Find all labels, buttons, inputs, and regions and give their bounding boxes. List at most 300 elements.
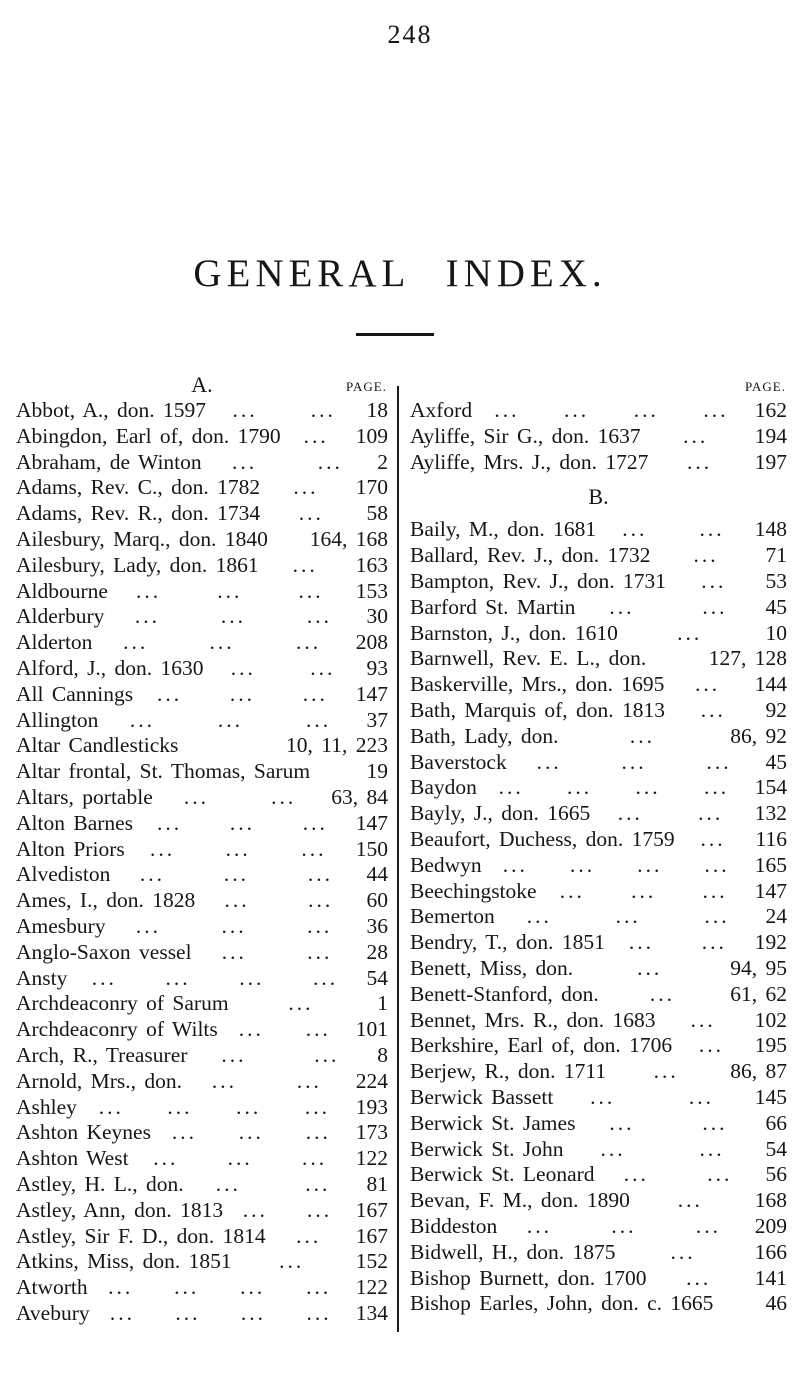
dot-leader: ... xyxy=(134,604,160,629)
entry-label: Aldbourne xyxy=(16,578,108,603)
entry-label: Altar Candlesticks xyxy=(16,733,179,758)
dot-leader: ... xyxy=(165,965,191,990)
dot-leader: ... xyxy=(703,775,730,800)
index-column-right xyxy=(410,372,787,1317)
entry-page: 54 xyxy=(765,1136,788,1161)
entry-page: 154 xyxy=(754,775,788,800)
page-column-header: PAGE. xyxy=(744,379,786,394)
dot-leader: ... xyxy=(149,836,176,861)
index-entry xyxy=(16,1198,388,1224)
dot-leader: ... xyxy=(217,707,244,732)
entry-page: 167 xyxy=(355,1197,389,1222)
dot-leader: ... xyxy=(298,501,324,526)
index-entry xyxy=(410,543,787,569)
entry-page: 37 xyxy=(366,707,389,732)
index-entry xyxy=(16,1017,388,1043)
index-entry xyxy=(410,1059,787,1085)
dot-leader: ... xyxy=(301,836,327,861)
index-entry xyxy=(16,475,388,501)
entry-label: Berkshire, Earl of, don. 1706 xyxy=(410,1033,673,1058)
dot-leader: ... xyxy=(683,423,709,448)
entry-label: Beaufort, Duchess, don. 1759 xyxy=(410,826,675,851)
dot-leader: ... xyxy=(91,965,117,990)
dot-leader: ... xyxy=(570,852,596,877)
entry-label: Berjew, R., don. 1711 xyxy=(410,1059,607,1084)
dot-leader: ... xyxy=(615,904,641,929)
dot-leader: ... xyxy=(502,852,528,877)
index-entry xyxy=(16,1301,388,1327)
entry-page: 163 xyxy=(355,552,388,577)
entry-label: Archdeaconry of Wilts xyxy=(16,1017,218,1042)
entry-label: Ashton West xyxy=(16,1146,129,1171)
entry-page: 224 xyxy=(355,1068,388,1093)
dot-leader: ... xyxy=(635,775,661,800)
entry-label: Atkins, Miss, don. 1851 xyxy=(16,1249,232,1274)
dot-leader: ... xyxy=(171,1120,197,1145)
entry-page: 134 xyxy=(355,1300,389,1325)
entry-page: 109 xyxy=(355,423,388,448)
entry-page: 132 xyxy=(754,801,788,826)
entry-page: 166 xyxy=(754,1239,787,1264)
entry-label: Amesbury xyxy=(16,913,106,938)
entry-page: 8 xyxy=(377,1042,389,1067)
entry-page: 92 xyxy=(765,697,787,722)
index-entry xyxy=(16,708,388,734)
entry-label: Bishop Burnett, don. 1700 xyxy=(410,1265,647,1290)
dot-leader: ... xyxy=(221,1042,247,1067)
dot-leader: ... xyxy=(232,398,258,422)
dot-leader: ... xyxy=(590,1084,616,1109)
entry-label: Benett, Miss, don. xyxy=(410,955,574,980)
index-entry xyxy=(16,1120,388,1146)
column-header-left xyxy=(16,372,388,398)
entry-label: Bayly, J., don. 1665 xyxy=(410,801,591,826)
entry-page: 44 xyxy=(366,862,388,887)
dot-leader: ... xyxy=(174,1275,200,1300)
section-letter: A. xyxy=(191,372,213,397)
dot-leader: ... xyxy=(600,1136,626,1161)
dot-leader: ... xyxy=(156,681,183,706)
dot-leader: ... xyxy=(313,965,339,990)
entry-page: 46 xyxy=(765,1291,787,1316)
entry-page: 10, 11, 223 xyxy=(286,733,388,758)
dot-leader: ... xyxy=(215,1171,241,1196)
section-letter: B. xyxy=(588,484,609,510)
index-entry xyxy=(16,579,388,605)
dot-leader: ... xyxy=(629,723,655,748)
entry-page: 192 xyxy=(754,930,788,955)
dot-leader: ... xyxy=(295,630,322,655)
entry-label: Axford xyxy=(410,398,473,422)
entry-page: 18 xyxy=(366,398,388,422)
dot-leader: ... xyxy=(631,878,657,903)
dot-leader: ... xyxy=(649,981,676,1006)
index-entry xyxy=(16,811,388,837)
dot-leader: ... xyxy=(703,398,729,422)
dot-leader: ... xyxy=(271,784,297,809)
index-entry xyxy=(410,424,787,450)
dot-leader: ... xyxy=(167,1094,193,1119)
column-header-right xyxy=(410,372,787,398)
index-entry xyxy=(410,1137,787,1163)
entry-label: Altar frontal, St. Thomas, Sarum xyxy=(16,759,311,784)
index-entry xyxy=(16,1249,388,1275)
dot-leader: ... xyxy=(293,475,319,500)
dot-leader: ... xyxy=(305,1017,331,1042)
entry-page: 1 xyxy=(377,991,388,1016)
entry-page: 145 xyxy=(754,1084,788,1109)
index-entry xyxy=(410,621,787,647)
dot-leader: ... xyxy=(707,1162,733,1187)
entry-label: Beechingstoke xyxy=(410,878,537,903)
index-entry xyxy=(16,966,388,992)
dot-leader: ... xyxy=(628,930,654,955)
dot-leader: ... xyxy=(302,681,328,706)
dot-leader: ... xyxy=(242,1197,268,1222)
dot-leader: ... xyxy=(109,1300,135,1325)
entry-label: Ansty xyxy=(16,965,68,990)
entry-page: 144 xyxy=(754,672,787,697)
dot-leader: ... xyxy=(623,1162,649,1187)
dot-leader: ... xyxy=(153,1146,179,1171)
entry-label: Barnston, J., don. 1610 xyxy=(410,620,618,645)
entry-label: Berwick St. James xyxy=(410,1110,576,1135)
index-entry xyxy=(16,733,388,759)
index-entry xyxy=(410,646,787,672)
index-entry xyxy=(410,853,787,879)
title-rule xyxy=(356,333,434,336)
index-entry xyxy=(410,595,787,621)
dot-leader: ... xyxy=(670,1239,696,1264)
entry-label: Anglo-Saxon vessel xyxy=(16,939,192,964)
dot-leader: ... xyxy=(305,1171,331,1196)
dot-leader: ... xyxy=(693,543,719,568)
index-entry xyxy=(410,1085,787,1111)
dot-leader: ... xyxy=(239,965,265,990)
entry-label: Arch, R., Treasurer xyxy=(16,1042,188,1067)
entry-label: Ames, I., don. 1828 xyxy=(16,888,196,913)
dot-leader: ... xyxy=(688,1084,714,1109)
entry-page: 10 xyxy=(765,620,787,645)
entry-page: 58 xyxy=(366,501,388,526)
index-entry xyxy=(16,1043,388,1069)
entry-label: Archdeaconry of Sarum xyxy=(16,991,229,1016)
entry-label: Barford St. Martin xyxy=(410,594,576,619)
index-entry xyxy=(410,775,787,801)
index-entry xyxy=(410,450,787,476)
entry-page: 24 xyxy=(765,904,788,929)
dot-leader: ... xyxy=(129,707,155,732)
entry-page: 167 xyxy=(355,1223,388,1248)
entry-label: Alton Barnes xyxy=(16,810,134,835)
entry-label: Ashley xyxy=(16,1094,77,1119)
dot-leader: ... xyxy=(536,749,562,774)
dot-leader: ... xyxy=(699,1136,725,1161)
index-entry xyxy=(16,837,388,863)
dot-leader: ... xyxy=(98,1094,124,1119)
dot-leader: ... xyxy=(701,930,727,955)
entry-label: Astley, Sir F. D., don. 1814 xyxy=(16,1223,266,1248)
index-entry xyxy=(16,914,388,940)
entry-label: Bevan, F. M., don. 1890 xyxy=(410,1188,630,1213)
entry-label: Bampton, Rev. J., don. 1731 xyxy=(410,568,667,593)
dot-leader: ... xyxy=(704,904,730,929)
dot-leader: ... xyxy=(609,1110,635,1135)
entry-label: Bath, Marquis of, don. 1813 xyxy=(410,697,666,722)
entry-page: 94, 95 xyxy=(730,955,787,980)
index-entry xyxy=(410,930,787,956)
dot-leader: ... xyxy=(686,1265,712,1290)
entry-label: Arnold, Mrs., don. xyxy=(16,1068,183,1093)
entry-label: Alvediston xyxy=(16,862,111,887)
entry-label: Berwick St. John xyxy=(410,1136,564,1161)
dot-leader: ... xyxy=(611,1213,637,1238)
dot-leader: ... xyxy=(622,517,648,542)
entry-label: Ayliffe, Mrs. J., don. 1727 xyxy=(410,449,649,474)
entry-page: 147 xyxy=(355,810,388,835)
entry-page: 209 xyxy=(754,1213,787,1238)
dot-leader: ... xyxy=(307,939,333,964)
entry-label: All Cannings xyxy=(16,681,134,706)
entry-label: Berwick St. Leonard xyxy=(410,1162,595,1187)
index-entry xyxy=(16,991,388,1017)
dot-leader: ... xyxy=(677,620,703,645)
index-entry xyxy=(410,724,787,750)
dot-leader: ... xyxy=(702,1110,728,1135)
entry-page: 45 xyxy=(765,749,787,774)
entry-label: Alford, J., don. 1630 xyxy=(16,655,204,680)
entry-label: Baydon xyxy=(410,775,477,800)
dot-leader: ... xyxy=(637,955,663,980)
dot-leader: ... xyxy=(637,852,663,877)
dot-leader: ... xyxy=(700,697,726,722)
dot-leader: ... xyxy=(310,398,336,422)
dot-leader: ... xyxy=(135,913,161,938)
entry-label: Baskerville, Mrs., don. 1695 xyxy=(410,672,665,697)
entry-list-right xyxy=(410,398,787,1317)
entry-page: 164, 168 xyxy=(309,526,388,551)
entry-label: Ayliffe, Sir G., don. 1637 xyxy=(410,423,641,448)
entry-label: Barnwell, Rev. E. L., don. xyxy=(410,646,647,671)
entry-label: Bemerton xyxy=(410,904,495,929)
dot-leader: ... xyxy=(231,449,258,474)
index-entry xyxy=(16,1095,388,1121)
entry-page: 194 xyxy=(754,423,787,448)
dot-leader: ... xyxy=(240,1300,267,1325)
dot-leader: ... xyxy=(224,888,250,913)
entry-label: Alderton xyxy=(16,630,93,655)
entry-page: 56 xyxy=(765,1162,787,1187)
index-entry xyxy=(410,672,787,698)
index-entry xyxy=(16,501,388,527)
dot-leader: ... xyxy=(123,630,149,655)
dot-leader: ... xyxy=(230,655,256,680)
entry-label: Bishop Earles, John, don. c. 1665 xyxy=(410,1291,714,1316)
dot-leader: ... xyxy=(303,423,329,448)
index-entry xyxy=(410,956,787,982)
entry-label: Astley, H. L., don. xyxy=(16,1171,184,1196)
dot-leader: ... xyxy=(240,1275,266,1300)
dot-leader: ... xyxy=(175,1300,201,1325)
entry-label: Abingdon, Earl of, don. 1790 xyxy=(16,423,281,448)
index-entry xyxy=(410,1162,787,1188)
dot-leader: ... xyxy=(229,681,255,706)
dot-leader: ... xyxy=(700,826,726,851)
entry-label: Bendry, T., don. 1851 xyxy=(410,930,605,955)
index-entry xyxy=(16,527,388,553)
dot-leader: ... xyxy=(695,1213,722,1238)
dot-leader: ... xyxy=(220,604,246,629)
dot-leader: ... xyxy=(221,913,247,938)
dot-leader: ... xyxy=(677,1188,703,1213)
entry-page: 93 xyxy=(366,655,388,680)
index-entry xyxy=(16,759,388,785)
dot-leader: ... xyxy=(136,578,162,603)
entry-label: Alton Priors xyxy=(16,836,125,861)
entry-label: Bath, Lady, don. xyxy=(410,723,559,748)
entry-label: Allington xyxy=(16,707,99,732)
entry-page: 173 xyxy=(355,1120,388,1145)
entry-page: 127, 128 xyxy=(708,646,787,671)
entry-page: 54 xyxy=(366,965,388,990)
entry-label: Adams, Rev. C., don. 1782 xyxy=(16,475,261,500)
dot-leader: ... xyxy=(306,1275,332,1300)
entry-list-left xyxy=(16,398,388,1327)
page-column-header: PAGE. xyxy=(345,379,387,394)
entry-page: 122 xyxy=(355,1275,388,1300)
index-entry xyxy=(16,1172,388,1198)
entry-page: 36 xyxy=(366,913,388,938)
dot-leader: ... xyxy=(108,1275,134,1300)
entry-page: 71 xyxy=(765,543,787,568)
index-entry xyxy=(16,888,388,914)
dot-leader: ... xyxy=(238,1120,264,1145)
dot-leader: ... xyxy=(306,604,333,629)
dot-leader: ... xyxy=(302,810,328,835)
column-divider-rule xyxy=(397,386,399,1332)
dot-leader: ... xyxy=(686,449,713,474)
dot-leader: ... xyxy=(296,1223,322,1248)
entry-page: 148 xyxy=(754,517,787,542)
dot-leader: ... xyxy=(229,810,255,835)
dot-leader: ... xyxy=(690,1007,716,1032)
entry-label: Abraham, de Winton xyxy=(16,449,202,474)
index-entry xyxy=(410,1111,787,1137)
index-entry xyxy=(410,1033,787,1059)
dot-leader: ... xyxy=(298,578,324,603)
entry-page: 152 xyxy=(355,1249,388,1274)
index-entry xyxy=(410,1214,787,1240)
entry-page: 141 xyxy=(754,1265,787,1290)
entry-label: Ballard, Rev. J., don. 1732 xyxy=(410,543,651,568)
dot-leader: ... xyxy=(217,578,243,603)
entry-page: 193 xyxy=(355,1094,388,1119)
dot-leader: ... xyxy=(305,1120,331,1145)
entry-page: 195 xyxy=(754,1033,787,1058)
dot-leader: ... xyxy=(314,1042,340,1067)
index-entry xyxy=(16,424,388,450)
index-entry xyxy=(16,1146,388,1172)
dot-leader: ... xyxy=(704,852,730,877)
entry-page: 165 xyxy=(754,852,787,877)
dot-leader: ... xyxy=(307,862,334,887)
entry-page: 45 xyxy=(765,594,787,619)
dot-leader: ... xyxy=(706,749,732,774)
index-entry xyxy=(410,1008,787,1034)
entry-page: 116 xyxy=(755,826,787,851)
index-entry xyxy=(410,1188,787,1214)
index-entry xyxy=(410,1291,787,1317)
dot-leader: ... xyxy=(221,939,247,964)
dot-leader: ... xyxy=(494,398,520,422)
entry-page: 197 xyxy=(754,449,787,474)
entry-page: 101 xyxy=(355,1017,389,1042)
entry-label: Adams, Rev. R., don. 1734 xyxy=(16,501,261,526)
entry-label: Benett-Stanford, don. xyxy=(410,981,599,1006)
entry-page: 66 xyxy=(765,1110,787,1135)
dot-leader: ... xyxy=(698,801,724,826)
dot-leader: ... xyxy=(307,1197,333,1222)
index-entry xyxy=(16,630,388,656)
dot-leader: ... xyxy=(617,801,643,826)
dot-leader: ... xyxy=(526,904,552,929)
dot-leader: ... xyxy=(699,517,725,542)
index-entry xyxy=(16,1069,388,1095)
page-number: 248 xyxy=(387,20,433,49)
entry-page: 150 xyxy=(355,836,388,861)
entry-page: 53 xyxy=(765,568,787,593)
dot-leader: ... xyxy=(564,398,590,422)
index-entry xyxy=(16,940,388,966)
dot-leader: ... xyxy=(559,878,585,903)
entry-label: Baverstock xyxy=(410,749,507,774)
dot-leader: ... xyxy=(238,1017,264,1042)
entry-page: 162 xyxy=(754,398,787,422)
dot-leader: ... xyxy=(288,991,314,1016)
dot-leader: ... xyxy=(653,1059,679,1084)
dot-leader: ... xyxy=(310,655,336,680)
index-column-left xyxy=(16,372,388,1327)
dot-leader: ... xyxy=(526,1213,553,1238)
dot-leader: ... xyxy=(183,784,209,809)
entry-label: Baily, M., don. 1681 xyxy=(410,517,597,542)
index-entry xyxy=(410,1266,787,1292)
dot-leader: ... xyxy=(292,552,318,577)
index-entry xyxy=(16,1275,388,1301)
dot-leader: ... xyxy=(498,775,524,800)
dot-leader: ... xyxy=(296,1068,322,1093)
index-entry xyxy=(410,398,787,424)
entry-page: 81 xyxy=(366,1171,388,1196)
entry-page: 147 xyxy=(754,878,787,903)
dot-leader: ... xyxy=(308,888,334,913)
entry-page: 60 xyxy=(366,888,389,913)
dot-leader: ... xyxy=(609,594,635,619)
entry-page: 28 xyxy=(366,939,389,964)
dot-leader: ... xyxy=(304,1094,330,1119)
dot-leader: ... xyxy=(139,862,165,887)
index-entry xyxy=(410,801,787,827)
entry-page: 147 xyxy=(355,681,388,706)
entry-label: Bedwyn xyxy=(410,852,482,877)
entry-page: 168 xyxy=(754,1188,787,1213)
entry-label: Astley, Ann, don. 1813 xyxy=(16,1197,224,1222)
entry-page: 153 xyxy=(355,578,388,603)
dot-leader: ... xyxy=(236,1094,262,1119)
index-entry xyxy=(16,398,388,424)
dot-leader: ... xyxy=(317,449,343,474)
index-entry xyxy=(410,879,787,905)
